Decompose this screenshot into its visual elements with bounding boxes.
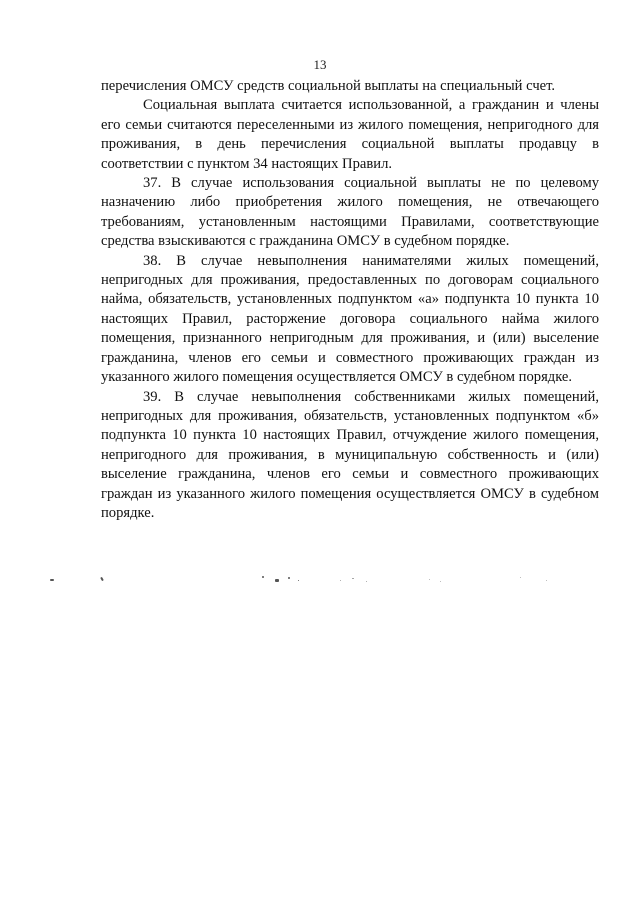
scan-speck bbox=[262, 576, 264, 578]
scan-speck bbox=[288, 577, 290, 579]
scan-artifacts bbox=[0, 574, 640, 594]
paragraph-38: 38. В случае невыполнения нанимателями жилых помещений, непригодных для проживания, предоставленных по договорам социального найма, обязательств, установленных подпунктом «а» подпункта 10 пункта 10 настоящих Правил, расторжение договора социального найма жилого помещения, признанного непригодным для проживания, и (или) выселение гражданина, членов его семьи и совместного проживающих граждан из указанного жилого помещения осуществляется ОМСУ в судебном порядке. bbox=[101, 252, 599, 386]
scan-speck bbox=[546, 580, 547, 581]
paragraph-continuation: перечисления ОМСУ средств социальной выплаты на специальный счет. bbox=[101, 78, 556, 94]
paragraph-social-payment: Социальная выплата считается использованной, а гражданин и члены его семьи считаются переселенными из жилого помещения, непригодного для проживания, в день перечисления социальной выплаты продавцу в соответствии с пунктом 34 настоящих Правил. bbox=[101, 97, 599, 172]
scan-speck bbox=[352, 578, 354, 579]
scan-speck bbox=[520, 577, 521, 578]
page-number: 13 bbox=[313, 57, 327, 72]
scan-speck bbox=[429, 579, 430, 580]
paragraph-39: 39. В случае невыполнения собственниками жилых помещений, непригодных для проживания, обязательств, установленных подпунктом «б» подпункта 10 пункта 10 настоящих Правил, отчуждение жилого помещения, непригодного для проживания, в муниципальную собственность и (или) выселение гражданина, членов его семьи и совместного проживающих граждан из указанного жилого помещения осуществляется ОМСУ в судебном порядке. bbox=[101, 388, 599, 521]
scan-speck bbox=[100, 577, 104, 581]
paragraph-37: 37. В случае использования социальной выплаты не по целевому назначению либо приобретения жилого помещения, не отвечающего требованиям, установленным настоящими Правилами, соответствующие средства взыскиваются с гражданина ОМСУ в судебном порядке. bbox=[101, 175, 599, 250]
scan-speck bbox=[340, 580, 341, 581]
scan-speck bbox=[50, 579, 54, 581]
scan-speck bbox=[366, 581, 367, 582]
scan-speck bbox=[298, 580, 299, 581]
scan-speck bbox=[440, 581, 441, 582]
body-text bbox=[101, 77, 599, 523]
scan-speck bbox=[275, 579, 279, 582]
